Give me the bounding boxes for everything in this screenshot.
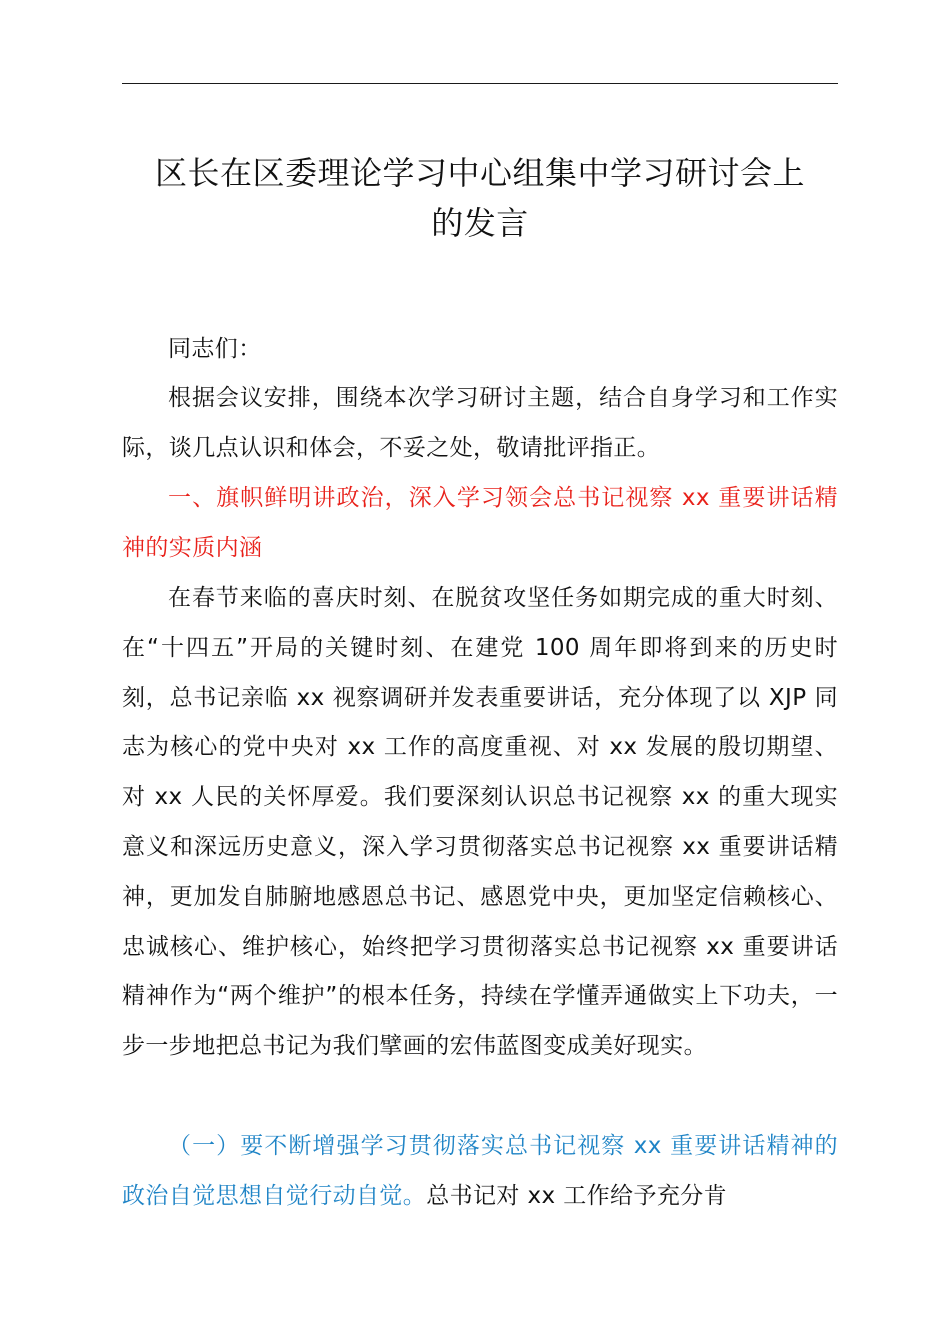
title-line-1: 区长在区委理论学习中心组集中学习研讨会上 bbox=[154, 154, 805, 192]
document-title bbox=[110, 148, 850, 248]
title-line-2: 的发言 bbox=[431, 204, 529, 242]
section-1-heading: 一、旗帜鲜明讲政治，深入学习领会总书记视察 xx 重要讲话精神的实质内涵 bbox=[122, 485, 838, 561]
subsection-1-heading: （一）要不断增强学习贯彻落实总书记视察 xx 重要讲话精神的政治自觉思想自觉行动自觉。 bbox=[122, 1133, 838, 1209]
intro-paragraph: 根据会议安排，围绕本次学习研讨主题，结合自身学习和工作实际，谈几点认识和体会，不妥之处，敬请批评指正。 bbox=[122, 385, 838, 461]
subsection-1-text: 总书记对 xx 工作给予充分肯 bbox=[426, 1182, 728, 1209]
header-rule bbox=[122, 83, 838, 84]
salutation: 同志们： bbox=[168, 336, 262, 362]
subsection-1-paragraph bbox=[122, 1122, 838, 1222]
section-1-paragraph: 在春节来临的喜庆时刻、在脱贫攻坚任务如期完成的重大时刻、在“十四五”开局的关键时刻、在建党 100 周年即将到来的历史时刻，总书记亲临 xx 视察调研并发表重要讲话，充分体现了以 XJP 同志为核心的党中央对 xx 工作的高度重视、对 xx 发展的殷切期望、对 xx 人民的关怀厚爱。我们要深刻认识总书记视察 xx 的重大现实意义和深远历史意义，深入学习贯彻落实总书记视察 xx 重要讲话精神，更加发自肺腑地感恩总书记、感恩党中央，更加坚定信赖核心、忠诚核心、维护核心，始终把学习贯彻落实总书记视察 xx 重要讲话精神作为“两个维护”的根本任务，持续在学懂弄通做实上下功夫，一步一步地把总书记为我们擘画的宏伟蓝图变成美好现实。 bbox=[122, 585, 838, 1060]
